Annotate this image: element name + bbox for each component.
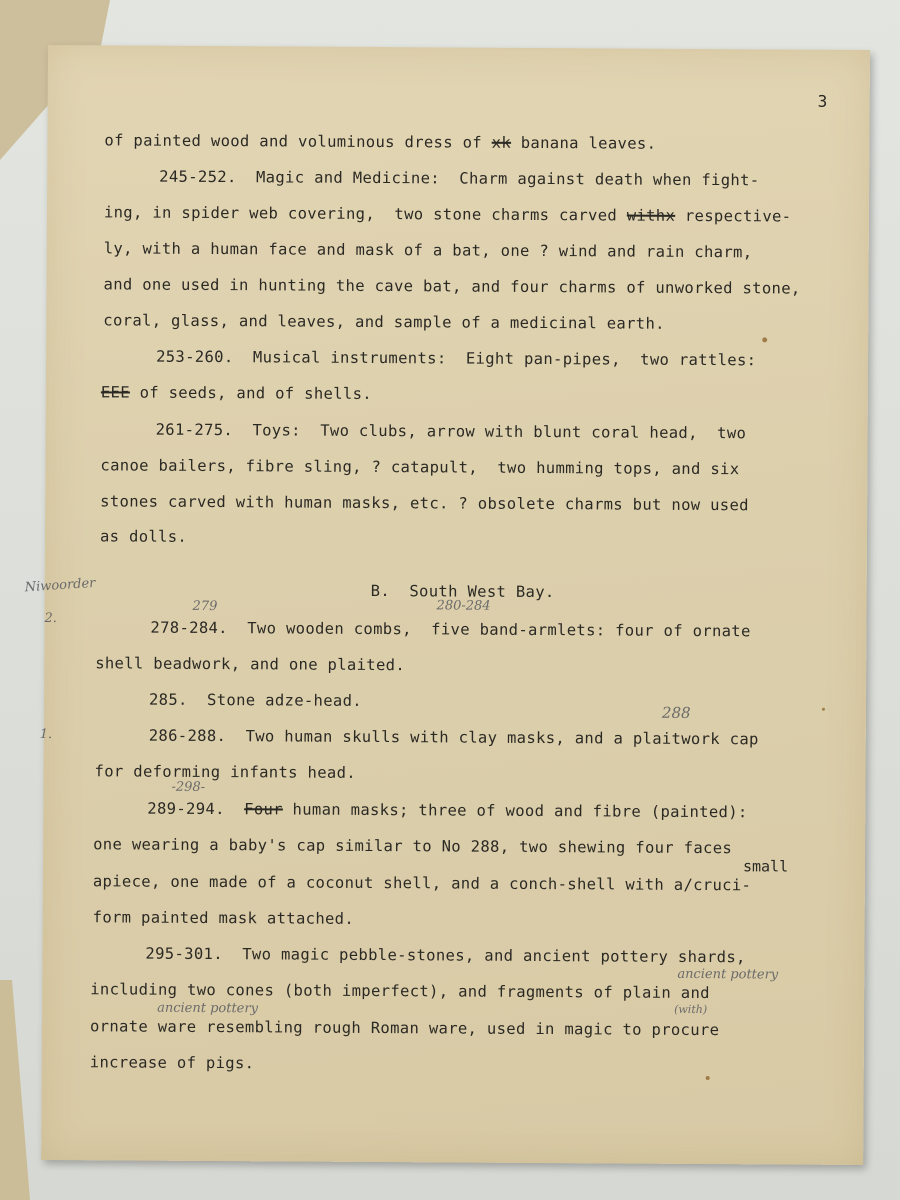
text-line: 245-252. Magic and Medicine: Charm against death when fight- — [159, 167, 760, 190]
handwritten-correction: 279 — [192, 598, 218, 615]
text-line: 295-301. Two magic pebble-stones, and ancient pottery shards, — [145, 944, 746, 967]
text-line: ornate ware resembling rough Roman ware, used in magic to procure — [89, 1017, 720, 1040]
text-line: increase of pigs. — [89, 1053, 255, 1073]
text-line: 261-275. Toys: Two clubs, arrow with blunt coral head, two — [155, 420, 747, 443]
text-line: 278-284. Two wooden combs, five band-armlets: four of ornate — [150, 618, 751, 641]
text-line: 289-294. Four human masks; three of wood and fibre (painted): — [147, 799, 748, 822]
text-line: apiece, one made of a coconut shell, and a conch-shell with a/cruci- — [92, 872, 752, 895]
text-line: ly, with a human face and mask of a bat, one ? wind and rain charm, — [103, 239, 753, 262]
foxing-spot — [822, 708, 825, 711]
text-line: shell beadwork, and one plaited. — [95, 654, 406, 675]
text-line: form painted mask attached. — [92, 908, 355, 928]
typewritten-page — [24, 45, 870, 1165]
text-line: stones carved with human masks, etc. ? obsolete charms but now used — [100, 492, 749, 515]
text-line: and one used in hunting the cave bat, and four charms of unworked stone, — [103, 275, 801, 298]
margin-note: 1. — [39, 726, 53, 743]
text-line: as dolls. — [99, 527, 188, 546]
struck-word: Four — [244, 800, 283, 819]
text-line: 286-288. Two human skulls with clay masks, and a plaitwork cap — [148, 726, 759, 749]
margin-note: 2. — [44, 610, 57, 627]
typed-insertion: small — [742, 857, 789, 876]
text-line: coral, glass, and leaves, and sample of a medicinal earth. — [103, 311, 665, 333]
page-number: 3 — [817, 91, 828, 111]
text-line: EEE of seeds, and of shells. — [100, 383, 373, 403]
text-line: ing, in spider web covering, two stone charms carved withx respective- — [103, 203, 792, 226]
text-line: 285. Stone adze-head. — [148, 690, 363, 710]
text-line: of painted wood and voluminous dress of xk banana leaves. — [104, 131, 657, 153]
struck-word: EEE — [100, 383, 130, 402]
handwritten-correction: (with) — [674, 1002, 708, 1017]
struck-word: withx — [626, 206, 676, 225]
handwritten-correction: ancient pottery — [677, 966, 779, 983]
text-line: including two cones (both imperfect), and fragments of plain and — [90, 980, 710, 1003]
handwritten-correction: 280-284 — [436, 598, 491, 614]
text-line: canoe bailers, fibre sling, ? catapult, two humming tops, and six — [100, 456, 740, 479]
section-heading: B. South West Bay. — [370, 581, 555, 602]
handwritten-correction: 288 — [661, 703, 691, 722]
text-line: for deforming infants head. — [94, 762, 357, 782]
text-line: one wearing a baby's cap similar to No 288, two shewing four faces — [93, 835, 733, 858]
previous-sheet-edge — [0, 980, 30, 1200]
foxing-spot — [706, 1076, 710, 1080]
struck-word: xk — [491, 133, 512, 152]
text-line: 253-260. Musical instruments: Eight pan-pipes, two rattles: — [156, 347, 757, 370]
foxing-spot — [762, 337, 767, 342]
handwritten-correction: ancient pottery — [157, 1000, 259, 1017]
handwritten-correction: -298- — [171, 779, 206, 795]
margin-note: Niwoorder — [24, 575, 96, 596]
